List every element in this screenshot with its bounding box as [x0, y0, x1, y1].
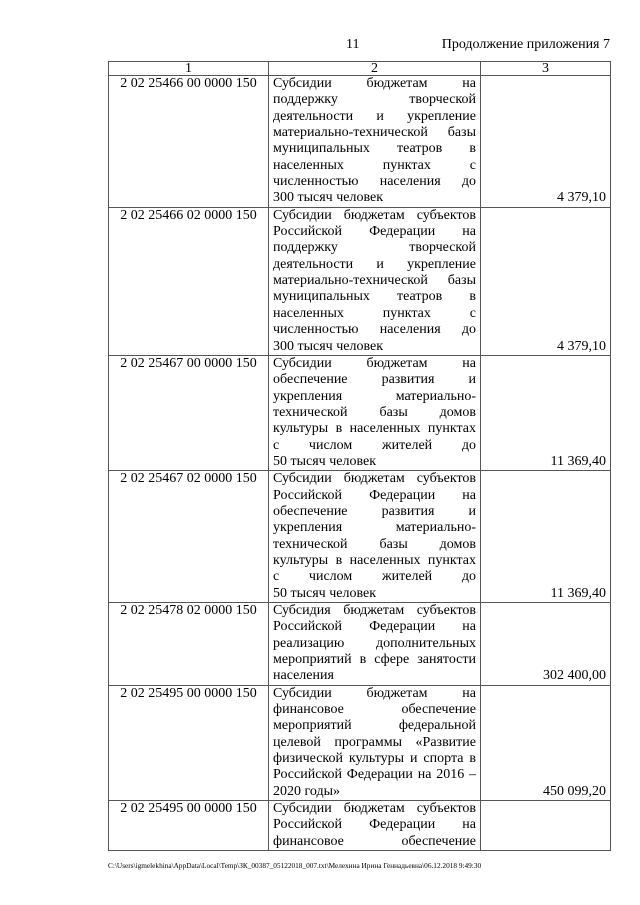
description [269, 471, 481, 603]
description-line: с числом жителей до [273, 437, 476, 453]
description-line: 50 тысяч человек [273, 453, 377, 469]
amount: 11 369,40 [481, 355, 611, 470]
amount: 4 379,10 [481, 207, 611, 355]
description-line: Субсидии бюджетам на [273, 685, 476, 701]
budget-code: 2 02 25495 00 0000 150 [109, 801, 269, 851]
description-line: финансовое обеспечение [273, 702, 476, 718]
description-line: населенных пунктах с [273, 157, 476, 173]
amount [481, 801, 611, 851]
description-line: культуры в населенных пунктах [273, 552, 476, 568]
description-line: реализацию дополнительных [273, 635, 476, 651]
description [269, 76, 481, 208]
description [269, 685, 481, 800]
description-line: численностью населения до [273, 322, 476, 338]
description-line: Субсидии бюджетам на [273, 76, 476, 91]
description-line: 50 тысяч человек [273, 585, 377, 601]
table-row [109, 801, 611, 851]
description-line: физической культуры и спорта в [273, 751, 476, 767]
description-line: финансовое обеспечение [273, 833, 476, 849]
description-line: Субсидии бюджетам субъектов [273, 801, 476, 817]
amount: 450 099,20 [481, 685, 611, 800]
amount: 11 369,40 [481, 471, 611, 603]
description-line: 300 тысяч человек [273, 338, 384, 354]
description-line: поддержку творческой [273, 240, 476, 256]
page-number: 11 [346, 37, 360, 52]
table-row [109, 685, 611, 800]
description-line: муниципальных театров в [273, 289, 476, 305]
description-line: мероприятий федеральной [273, 718, 476, 734]
description-line: обеспечение развития и [273, 503, 476, 519]
description-line: Российской Федерации на [273, 619, 476, 635]
description-line: Субсидии бюджетам на [273, 355, 476, 371]
description-line: Субсидия бюджетам субъектов [273, 603, 476, 618]
description [269, 207, 481, 355]
description-line: с числом жителей до [273, 569, 476, 585]
table-row [109, 207, 611, 355]
description-line: Российской Федерации на [273, 817, 476, 833]
description [269, 603, 481, 686]
budget-code: 2 02 25467 02 0000 150 [109, 471, 269, 603]
description-line: целевой программы «Развитие [273, 734, 476, 750]
description [269, 801, 481, 851]
description-line: численностью населения до [273, 174, 476, 190]
description-line: 300 тысяч человек [273, 190, 384, 206]
budget-table [108, 61, 611, 851]
description-line: Субсидии бюджетам субъектов [273, 207, 476, 223]
description-line: деятельности и укрепление [273, 256, 476, 272]
budget-code: 2 02 25478 02 0000 150 [109, 603, 269, 686]
table-row [109, 471, 611, 603]
description-line: населения [273, 668, 334, 684]
description-line: Российской Федерации на [273, 487, 476, 503]
budget-code: 2 02 25467 00 0000 150 [109, 355, 269, 470]
amount: 4 379,10 [481, 76, 611, 208]
column-header-2: 2 [269, 62, 481, 76]
description-line: материально-технической базы [273, 273, 476, 289]
column-header-3: 3 [481, 62, 611, 76]
description-line: деятельности и укрепление [273, 108, 476, 124]
description-line: Российской Федерации на [273, 224, 476, 240]
file-path-footer: C:\Users\igmelekhina\AppData\Local\Temp\ЗК_00387_05122018_007.txt\Мелехина Ирина Геннадьевна\06.12.2018 9:49:30 [108, 861, 482, 870]
description-line: поддержку творческой [273, 92, 476, 108]
description-line: укрепления материально- [273, 520, 476, 536]
description-line: материально-технической базы [273, 125, 476, 141]
table-row [109, 355, 611, 470]
description-line: Субсидии бюджетам субъектов [273, 471, 476, 487]
description-line: культуры в населенных пунктах [273, 421, 476, 437]
table-row [109, 603, 611, 686]
description-line: муниципальных театров в [273, 141, 476, 157]
description-line: технической базы домов [273, 536, 476, 552]
budget-code: 2 02 25466 02 0000 150 [109, 207, 269, 355]
budget-code: 2 02 25466 00 0000 150 [109, 76, 269, 208]
description-line: Российской Федерации на 2016 – [273, 767, 476, 783]
description-line: технической базы домов [273, 404, 476, 420]
table-body [109, 76, 611, 851]
description-line: населенных пунктах с [273, 305, 476, 321]
description-line: мероприятий в сфере занятости [273, 652, 476, 668]
table-row [109, 76, 611, 208]
description-line: 2020 годы» [273, 783, 341, 799]
continuation-label: Продолжение приложения 7 [441, 37, 610, 52]
column-header-1: 1 [109, 62, 269, 76]
description-line: обеспечение развития и [273, 372, 476, 388]
description-line: укрепления материально- [273, 388, 476, 404]
description [269, 355, 481, 470]
budget-code: 2 02 25495 00 0000 150 [109, 685, 269, 800]
column-number-row [109, 62, 611, 76]
amount: 302 400,00 [481, 603, 611, 686]
